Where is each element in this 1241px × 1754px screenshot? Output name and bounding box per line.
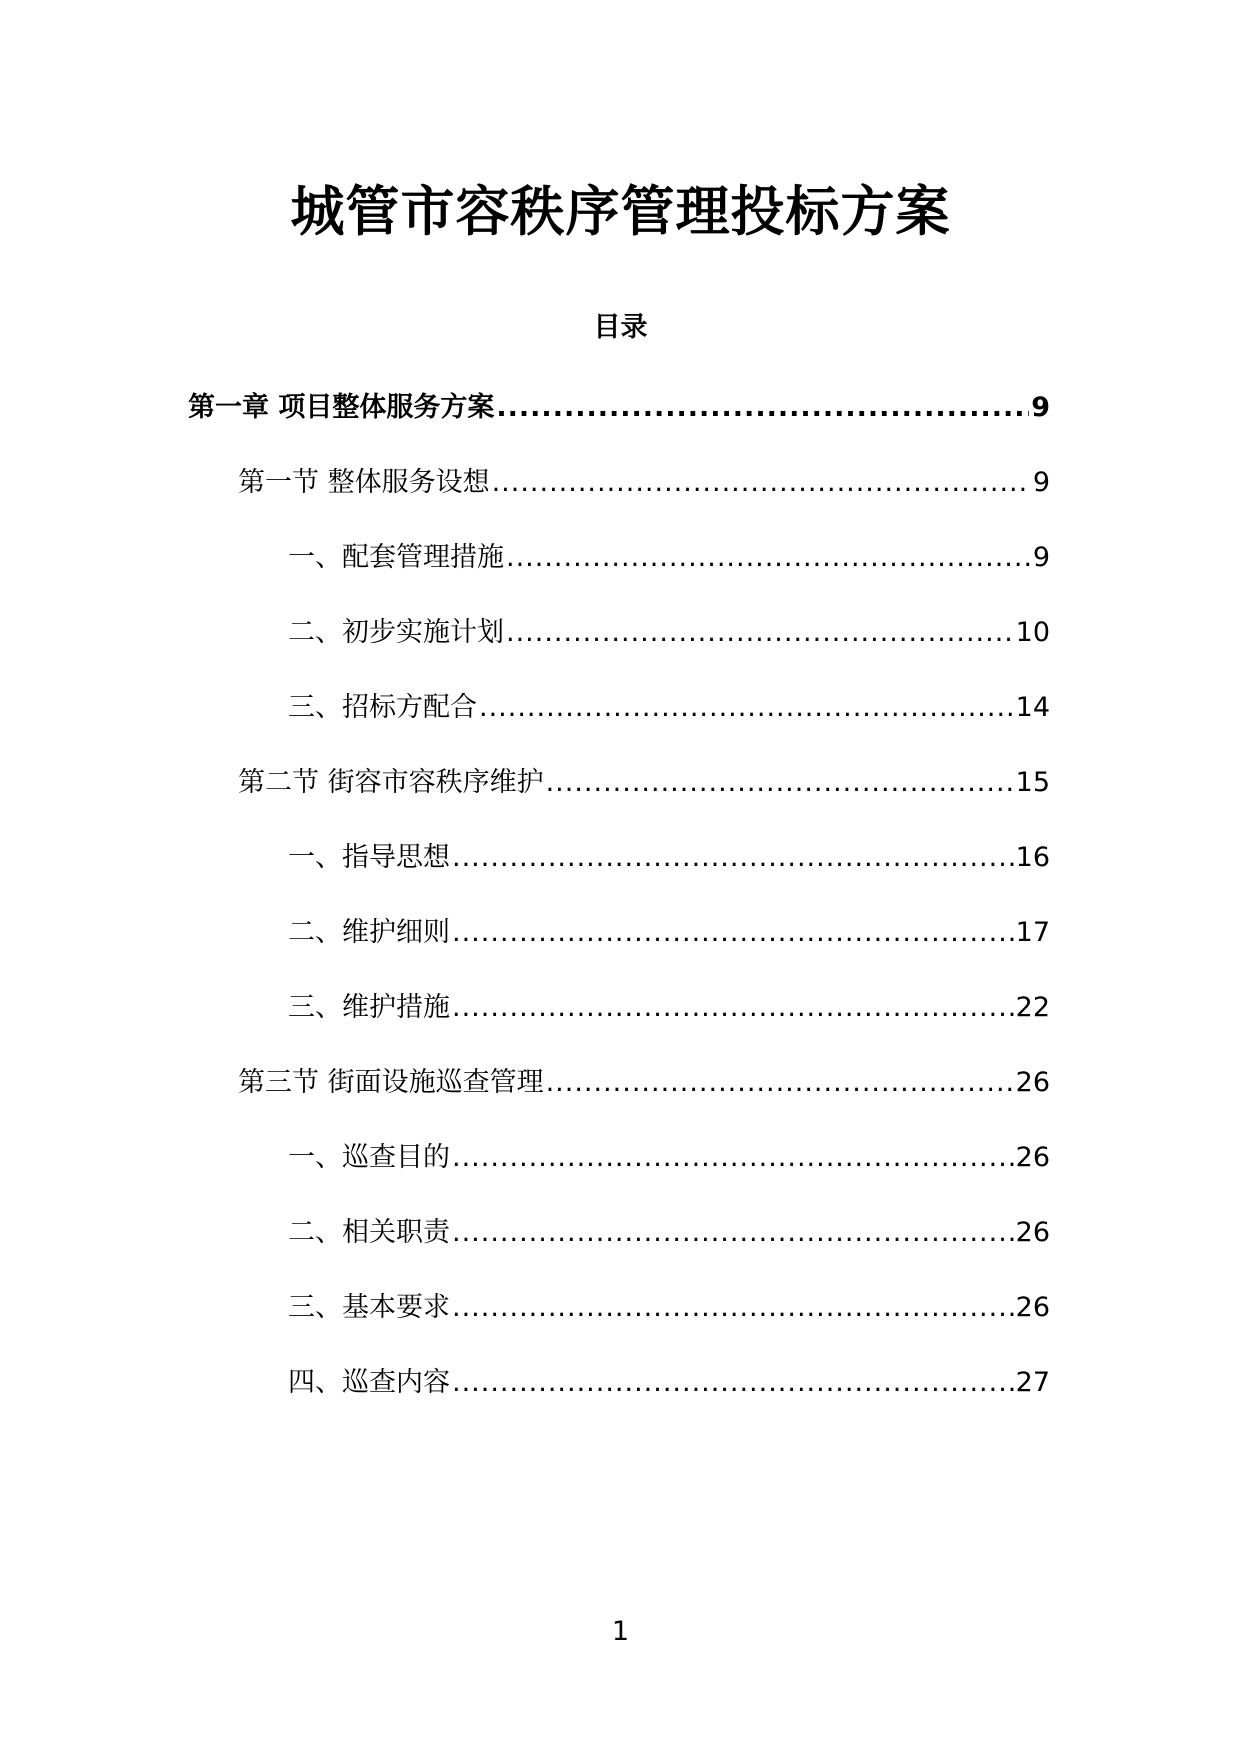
toc-leader-dots: [452, 1138, 1014, 1178]
toc-leader-dots: [452, 1363, 1014, 1403]
toc-entry-page: 9: [1031, 392, 1050, 423]
toc-entry-item[interactable]: [288, 1363, 1050, 1403]
toc-leader-dots: [506, 613, 1014, 653]
toc-entry-page: 14: [1015, 692, 1050, 723]
toc-entry-item[interactable]: [288, 688, 1050, 728]
toc-leader-dots: [546, 763, 1014, 803]
toc-leader-dots: [452, 838, 1014, 878]
toc-entry-label: 第一节 整体服务设想: [238, 467, 490, 498]
toc-leader-dots: [546, 1063, 1014, 1103]
toc-entry-item[interactable]: [288, 913, 1050, 953]
toc-entry-label: 二、相关职责: [288, 1217, 450, 1248]
toc-leader-dots: [506, 538, 1031, 578]
toc-entry-label: 一、巡查目的: [288, 1142, 450, 1173]
toc-entry-page: 22: [1015, 992, 1050, 1023]
toc-entry-item[interactable]: [288, 838, 1050, 878]
toc-heading: 目录: [593, 312, 648, 343]
toc-entry-label: 二、初步实施计划: [288, 617, 504, 648]
toc-entry-page: 26: [1015, 1142, 1050, 1173]
toc-entry-section-1-2[interactable]: [238, 763, 1050, 803]
toc-leader-dots: [452, 1213, 1014, 1253]
toc-entry-item[interactable]: [288, 1138, 1050, 1178]
toc-entry-label: 三、基本要求: [288, 1292, 450, 1323]
toc-entry-page: 26: [1015, 1292, 1050, 1323]
toc-entry-section-1-3[interactable]: [238, 1063, 1050, 1103]
toc-entry-item[interactable]: [288, 538, 1050, 578]
toc-entry-label: 三、招标方配合: [288, 692, 477, 723]
toc-entry-label: 第二节 街容市容秩序维护: [238, 767, 544, 798]
toc-entry-section-1-1[interactable]: [238, 463, 1050, 503]
toc-entry-chapter-1[interactable]: [188, 388, 1050, 428]
toc-entry-label: 一、指导思想: [288, 842, 450, 873]
toc-entry-label: 三、维护措施: [288, 992, 450, 1023]
toc-leader-dots: [452, 988, 1014, 1028]
toc-entry-item[interactable]: [288, 988, 1050, 1028]
document-title: 城管市容秩序管理投标方案: [290, 180, 951, 243]
toc-leader-dots: [496, 388, 1029, 428]
toc-entry-page: 26: [1015, 1067, 1050, 1098]
toc-entry-page: 17: [1015, 917, 1050, 948]
toc-entry-page: 27: [1015, 1367, 1050, 1398]
toc-leader-dots: [479, 688, 1014, 728]
toc-entry-label: 一、配套管理措施: [288, 542, 504, 573]
toc-leader-dots: [492, 463, 1031, 503]
toc-entry-item[interactable]: [288, 613, 1050, 653]
toc-entry-page: 16: [1015, 842, 1050, 873]
toc-entry-label: 第一章 项目整体服务方案: [188, 392, 495, 423]
toc-entry-label: 四、巡查内容: [288, 1367, 450, 1398]
toc-entry-page: 10: [1015, 617, 1050, 648]
toc-entry-label: 二、维护细则: [288, 917, 450, 948]
toc-entry-page: 26: [1015, 1217, 1050, 1248]
toc-leader-dots: [452, 1288, 1014, 1328]
toc-entry-item[interactable]: [288, 1288, 1050, 1328]
toc-leader-dots: [452, 913, 1014, 953]
toc-entry-label: 第三节 街面设施巡查管理: [238, 1067, 544, 1098]
page-number: 1: [611, 1616, 630, 1647]
toc-entry-item[interactable]: [288, 1213, 1050, 1253]
toc-entry-page: 15: [1015, 767, 1050, 798]
toc-entry-page: 9: [1032, 542, 1050, 573]
toc-entry-page: 9: [1032, 467, 1050, 498]
